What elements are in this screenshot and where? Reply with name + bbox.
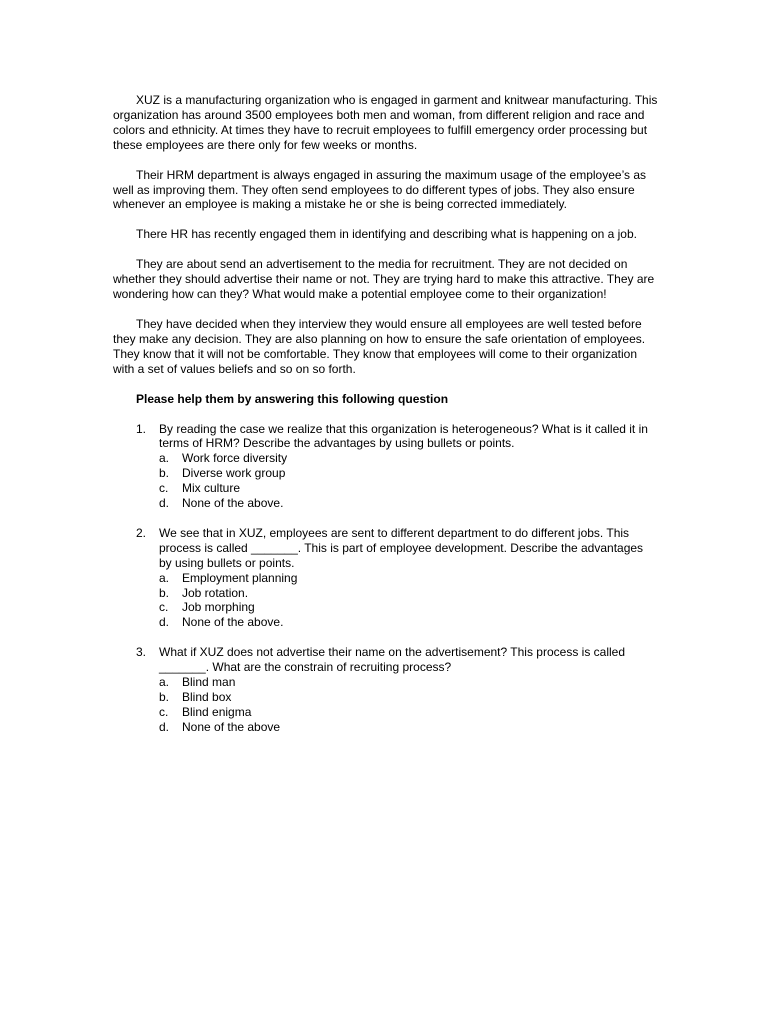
option-letter: d. (159, 615, 170, 630)
option-letter: a. (159, 570, 170, 585)
option-text: Work force diversity (182, 451, 288, 466)
case-paragraph: They are about send an advertisement to the media for recruitment. They are not decided on whether they should advertise their name or not. They are trying hard to make this attractive. They are wondering how can they? What would make a potential employee come to their organization! (113, 257, 655, 302)
case-paragraph: They have decided when they interview they would ensure all employees are well tested before they make any decision. They are also planning on how to ensure the safe orientation of employees. They know that it will not be comfortable. They know that employees will come to their organization with a set of values beliefs and so on so forth. (113, 316, 646, 376)
option-letter: d. (159, 719, 170, 734)
question-text: By reading the case we realize that this organization is heterogeneous? What is it called it in terms of HRM? Describe the advantages by using bullets or points. (159, 421, 648, 451)
option-text: None of the above (182, 719, 281, 734)
question-number: 2. (136, 525, 147, 540)
answer-option (159, 496, 658, 511)
question-number: 3. (136, 645, 147, 660)
option-letter: b. (159, 585, 170, 600)
option-text: Blind box (182, 690, 232, 704)
questions-heading: Please help them by answering this following question (136, 391, 449, 406)
case-paragraph: There HR has recently engaged them in identifying and describing what is happening on a job. (136, 227, 637, 242)
option-text: Job morphing (182, 600, 255, 615)
answer-option (159, 600, 658, 615)
question-item (113, 526, 658, 630)
question-number: 1. (136, 421, 147, 436)
option-text: Employment planning (182, 570, 298, 585)
option-text: Job rotation. (182, 585, 249, 600)
answer-option (159, 586, 658, 601)
answer-option (159, 571, 658, 586)
answer-option (159, 690, 658, 705)
question-item (113, 422, 658, 511)
case-paragraph: Their HRM department is always engaged in assuring the maximum usage of the employee’s as well as improving them. They often send employees to do different types of jobs. They also ensure whenever an employee is making a mistake he or she is being corrected immediately. (113, 167, 647, 212)
answer-option (159, 481, 658, 496)
option-letter: a. (159, 451, 170, 466)
answer-option (159, 615, 658, 630)
option-letter: c. (159, 704, 169, 719)
document-page (113, 93, 658, 750)
question-item (113, 645, 658, 734)
answer-option (159, 451, 658, 466)
option-text: Mix culture (182, 481, 241, 496)
case-paragraph: XUZ is a manufacturing organization who is engaged in garment and knitwear manufacturing. This organization has around 3500 employees both men and woman, from different religion and race and colors and ethnicity. At times they have to recruit employees to fulfill emergency order processing but these employees are there only for few weeks or months. (113, 93, 658, 152)
option-text: Blind enigma (182, 704, 252, 719)
option-text: Blind man (182, 675, 236, 690)
answer-option (159, 675, 658, 690)
answer-option (159, 720, 658, 735)
option-letter: c. (159, 600, 169, 615)
option-letter: d. (159, 496, 170, 511)
option-letter: b. (159, 466, 170, 481)
option-letter: a. (159, 675, 170, 690)
option-text: None of the above. (182, 496, 284, 511)
option-letter: c. (159, 481, 169, 496)
option-text: None of the above. (182, 615, 284, 630)
option-text: Diverse work group (182, 466, 286, 481)
question-text: We see that in XUZ, employees are sent to different department to do different jobs. This process is called _______. This is part of employee development. Describe the advantages by using bullets or points. (159, 525, 644, 570)
option-letter: b. (159, 690, 170, 704)
answer-option (159, 705, 658, 720)
question-text: What if XUZ does not advertise their name on the advertisement? This process is called _______. What are the constrain of recruiting process? (159, 645, 626, 675)
answer-option (159, 466, 658, 481)
